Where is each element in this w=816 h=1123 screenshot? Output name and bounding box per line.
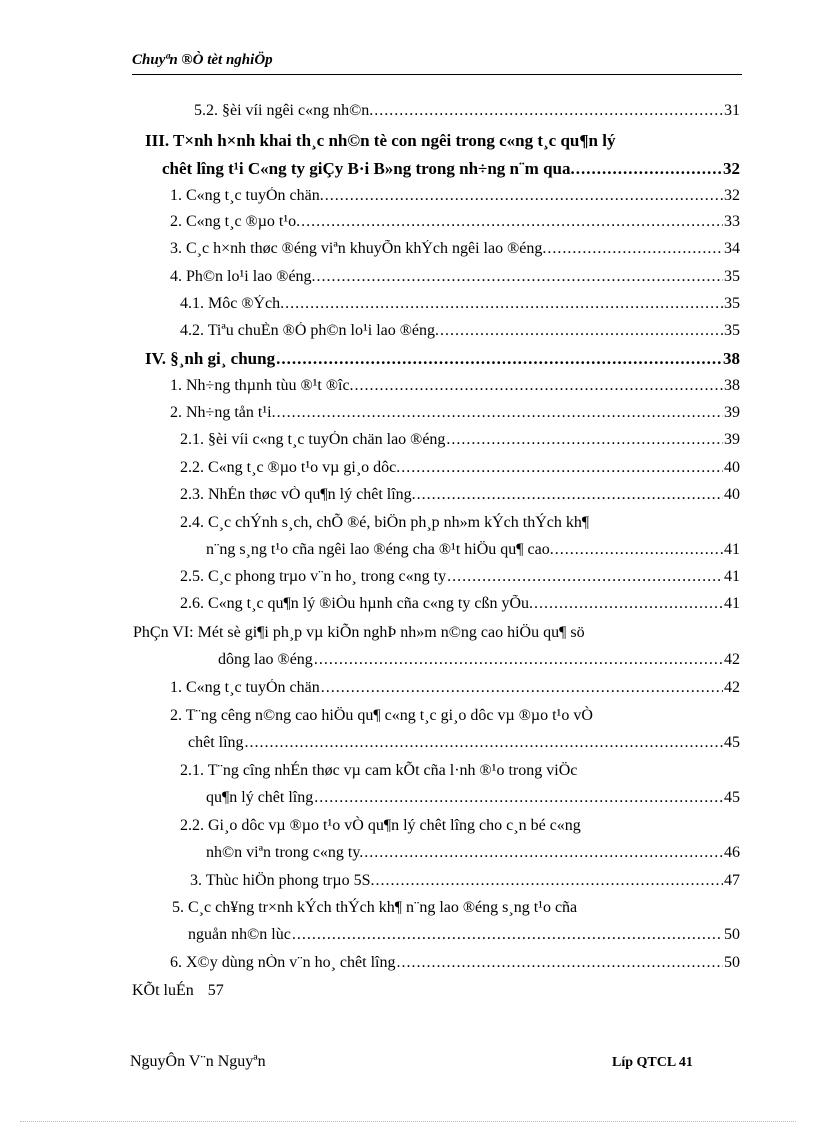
toc-entry-line: 2.1. T¨ng cîng nhÉn thøc vµ cam kÕt cña l·nh ®¹o trong viÖc — [180, 762, 578, 779]
toc-entry: 2. C«ng t¸c ®µo t¹o. ..... 33 — [170, 213, 740, 231]
toc-entry-heading: III. T×nh h×nh khai th¸c nh©n tè con ngêi trong c«ng t¸c qu¶n lý — [145, 131, 616, 150]
toc-entry: 2.1. §èi víi c«ng t¸c tuyÓn chän lao ®éng ..... 39 — [180, 431, 740, 449]
toc-entry: 4.2. Tiªu chuÈn ®Ó ph©n lo¹i lao ®éng. ..... 35 — [180, 322, 740, 340]
conclusion-page: 57 — [207, 982, 224, 999]
page-header — [132, 52, 742, 75]
toc-entry: 6. X©y dùng nÒn v¨n ho¸ chêt lîng ..... 50 — [170, 954, 740, 972]
toc-entry: nh©n viªn trong c«ng ty. ..... 46 — [206, 844, 740, 862]
toc-entry: 1. C«ng t¸c tuyÓn chän. ..... 32 — [170, 187, 740, 205]
toc-entry: 3. Thùc hiÖn phong trµo 5S. ..... 47 — [190, 872, 740, 890]
conclusion-entry — [132, 982, 224, 1000]
toc-entry-line: 5. C¸c ch¥ng tr×nh kÝch thÝch kh¶ n¨ng lao ®éng s¸ng t¹o cña — [172, 899, 578, 916]
header-title: Chuyªn ®Ò tèt nghiÖp — [132, 52, 273, 68]
toc-entry: 2.5. C¸c phong trµo v¨n ho¸ trong c«ng ty ..... 41 — [180, 568, 740, 586]
toc-entry: n¨ng s¸ng t¹o cña ngêi lao ®éng cha ®¹t hiÖu qu¶ cao. ..... 41 — [206, 541, 740, 559]
toc-entry-line: 2.4. C¸c chÝnh s¸ch, chÕ ®é, biÖn ph¸p nh»m kÝch thÝch kh¶ — [180, 514, 590, 531]
toc-entry: 2.3. NhÉn thøc vÒ qu¶n lý chêt lîng. ..... 40 — [180, 486, 740, 504]
toc-entry: 1. C«ng t¸c tuyÓn chän ..... 42 — [170, 679, 740, 697]
toc-entry-heading: chêt lîng t¹i C«ng ty giÇy B·i B»ng trong nh÷ng n¨m qua. ..... 32 — [162, 159, 740, 179]
toc-entry-line: PhÇn VI: Mét sè gi¶i ph¸p vµ kiÕn nghÞ nh»m n©ng cao hiÖu qu¶ sö — [133, 624, 585, 641]
toc-entry: chêt lîng ..... 45 — [188, 734, 740, 752]
toc-entry: nguån nh©n lùc ..... 50 — [188, 926, 740, 944]
toc-entry: 1. Nh÷ng thµnh tùu ®¹t ®îc. ..... 38 — [170, 377, 740, 395]
toc-entry: 4.1. Môc ®Ých. ..... 35 — [180, 295, 740, 313]
toc-entry: 2.2. C«ng t¸c ®µo t¹o vµ gi¸o dôc. ..... 40 — [180, 459, 740, 477]
toc-entry: 4. Ph©n lo¹i lao ®éng. ..... 35 — [170, 268, 740, 286]
toc-entry: 2.6. C«ng t¸c qu¶n lý ®iÒu hµnh cña c«ng ty cßn yÕu. ..... 41 — [180, 595, 740, 613]
toc-entry: 5.2. §èi víi ngêi c«ng nh©n. ..... 31 — [194, 102, 740, 120]
footer-author: NguyÔn V¨n Nguyªn — [130, 1053, 266, 1070]
toc-entry: qu¶n lý chêt lîng ..... 45 — [206, 789, 740, 807]
toc-entry: dông lao ®éng ..... 42 — [218, 651, 740, 669]
toc-entry: 2. Nh÷ng tån t¹i. ..... 39 — [170, 404, 740, 422]
toc-entry-line: 2.2. Gi¸o dôc vµ ®µo t¹o vÒ qu¶n lý chêt lîng cho c¸n bé c«ng — [180, 817, 581, 834]
toc-entry-line: 2. T¨ng cêng n©ng cao hiÖu qu¶ c«ng t¸c gi¸o dôc vµ ®µo t¹o vÒ — [170, 707, 593, 724]
page-bottom-divider — [20, 1121, 796, 1122]
footer-class: Líp QTCL 41 — [612, 1055, 693, 1070]
toc-entry-heading: IV. §¸nh gi¸ chung ..... 38 — [145, 349, 740, 369]
toc-entry: 3. C¸c h×nh thøc ®éng viªn khuyÕn khÝch ngêi lao ®éng. ..... 34 — [170, 240, 740, 258]
conclusion-label: KÕt luÉn — [132, 982, 194, 999]
